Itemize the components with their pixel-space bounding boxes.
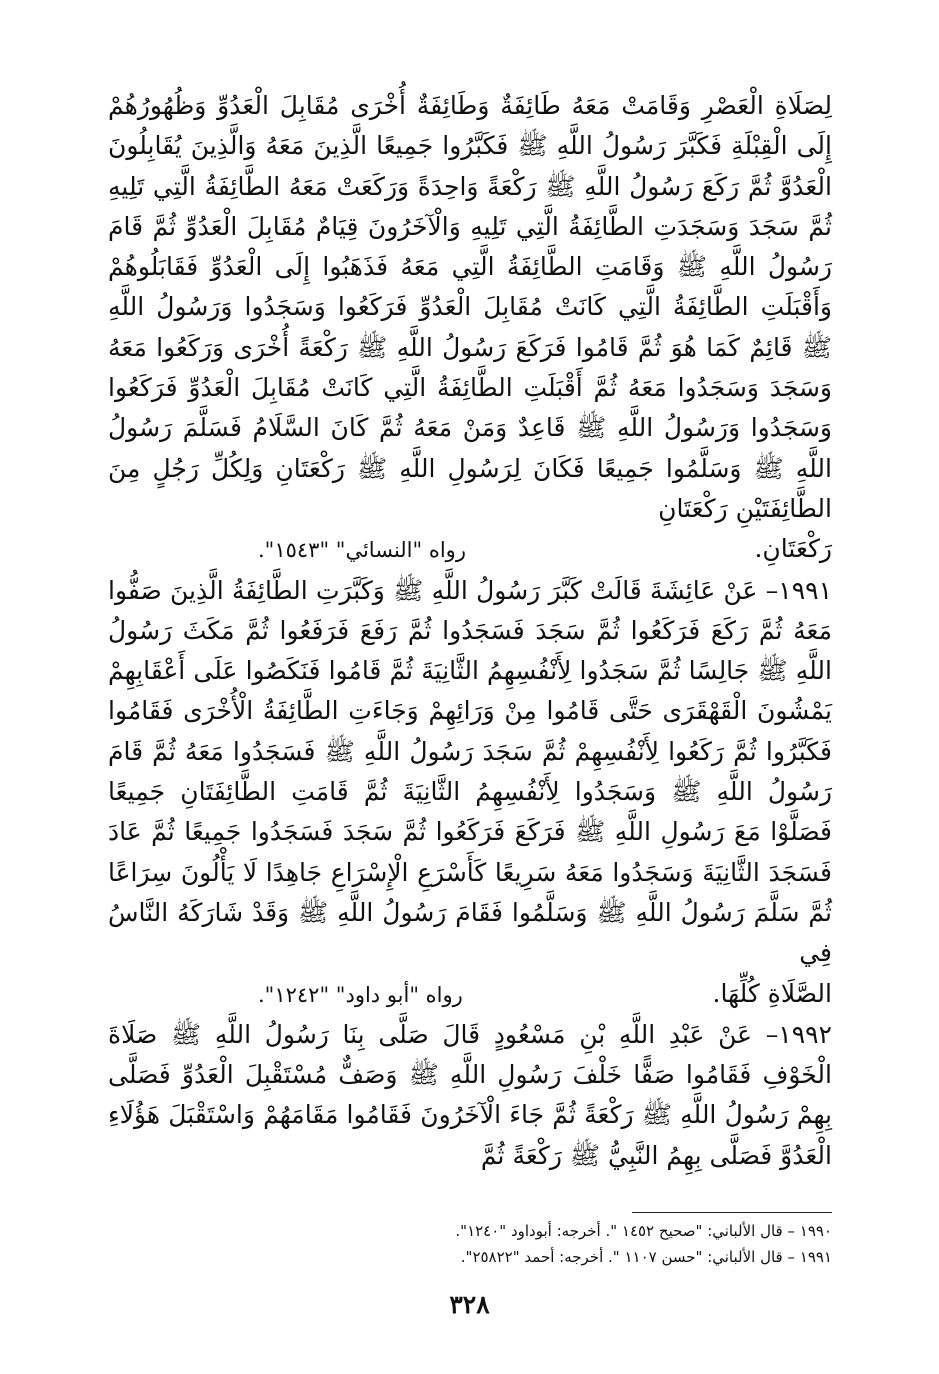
source-reference: رواه "أبو داود" "١٢٤٢". [258,982,463,1007]
main-text [108,86,832,1176]
hadith-paragraph [108,571,832,974]
paragraph-text: عَنْ عَائِشَةَ قَالَتْ كَبَّرَ رَسُولُ اللَّهِ ﷺ وَكَبَّرَتِ الطَّائِفَةُ الَّذِينَ صَفُّوا مَعَهُ ثُمَّ رَكَعَ فَرَكَعُوا ثُمَّ سَجَدَ فَسَجَدُوا ثُمَّ رَفَعَ فَرَفَعُوا ثُمَّ مَكَثَ رَسُولُ اللَّهِ ﷺ جَالِسًا ثُمَّ سَجَدُوا لِأَنْفُسِهِمُ الثَّانِيَةَ ثُمَّ قَامُوا فَنَكَصُوا عَلَى أَعْقَابِهِمْ يَمْشُونَ الْقَهْقَرَى حَتَّى قَامُوا مِنْ وَرَائِهِمْ وَجَاءَتِ الطَّائِفَةُ الْأُخْرَى فَقَامُوا فَكَبَّرُوا ثُمَّ رَكَعُوا لِأَنْفُسِهِمْ ثُمَّ سَجَدَ رَسُولُ اللَّهِ ﷺ فَسَجَدُوا مَعَهُ ثُمَّ قَامَ رَسُولُ اللَّهِ ﷺ وَسَجَدُوا لِأَنْفُسِهِمُ الثَّانِيَةَ ثُمَّ قَامَتِ الطَّائِفَتَانِ جَمِيعًا فَصَلَّوْا مَعَ رَسُولِ اللَّهِ ﷺ فَرَكَعَ فَرَكَعُوا ثُمَّ سَجَدَ فَسَجَدُوا جَمِيعًا ثُمَّ عَادَ فَسَجَدَ الثَّانِيَةَ وَسَجَدُوا مَعَهُ سَرِيعًا كَأَسْرَعِ الْإِسْرَاعِ جَاهِدًا لَا يَأْلُونَ سِرَاعًا ثُمَّ سَلَّمَ رَسُولُ اللَّهِ ﷺ وَسَلَّمُوا فَقَامَ رَسُولُ اللَّهِ ﷺ وَقَدْ شَارَكَهُ النَّاسُ فِي [108,575,832,968]
paragraph-last-words: الصَّلَاةِ كُلِّهَا. [712,978,832,1008]
hadith-paragraph [108,1015,832,1176]
footnotes [108,1218,832,1270]
paragraph-end-line [108,529,832,570]
footnote: ١٩٩١ – قال الألباني: "حسن ١١٠٧ ". أخرجه: أحمد "٢٥٨٢٢". [460,1248,832,1266]
hadith-paragraph [108,86,832,529]
footnote: ١٩٩٠ – قال الألباني: "صحيح ١٤٥٢ ". أخرجه: أبوداود "١٢٤٠". [455,1222,832,1240]
hadith-number: ١٩٩٢– [765,1019,832,1049]
source-reference: رواه "النسائي" "١٥٤٣". [258,538,466,563]
paragraph-text: عَنْ عَبْدِ اللَّهِ بْنِ مَسْعُودٍ قَالَ صَلَّى بِنَا رَسُولُ اللَّهِ ﷺ صَلَاةَ الْخَوْفِ فَقَامُوا صَفًّا خَلْفَ رَسُولِ اللَّهِ ﷺ وَصَفٌّ مُسْتَقْبِلَ الْعَدُوِّ فَصَلَّى بِهِمْ رَسُولُ اللَّهِ ﷺ رَكْعَةً ثُمَّ جَاءَ الْآخَرُونَ فَقَامُوا مَقَامَهُمْ وَاسْتَقْبَلَ هَؤُلَاءِ الْعَدُوَّ فَصَلَّى بِهِمُ النَّبِيُّ ﷺ رَكْعَةً ثُمَّ [108,1019,832,1170]
hadith-number: ١٩٩١– [765,575,832,605]
paragraph-last-words: رَكْعَتَانِ. [754,534,832,564]
paragraph-end-line [108,974,832,1015]
page-number: ٣٢٨ [449,1290,490,1319]
paragraph-text: لِصَلَاةِ الْعَصْرِ وَقَامَتْ مَعَهُ طَائِفَةٌ وَطَائِفَةٌ أُخْرَى مُقَابِلَ الْعَدُوِّ وَظُهُورُهُمْ إِلَى الْقِبْلَةِ فَكَبَّرَ رَسُولُ اللَّهِ ﷺ فَكَبَّرُوا جَمِيعًا الَّذِينَ مَعَهُ وَالَّذِينَ يُقَابِلُونَ الْعَدُوَّ ثُمَّ رَكَعَ رَسُولُ اللَّهِ ﷺ رَكْعَةً وَاحِدَةً وَرَكَعَتْ مَعَهُ الطَّائِفَةُ الَّتِي تَلِيهِ ثُمَّ سَجَدَ وَسَجَدَتِ الطَّائِفَةُ الَّتِي تَلِيهِ وَالْآخَرُونَ قِيَامٌ مُقَابِلَ الْعَدُوِّ ثُمَّ قَامَ رَسُولُ اللَّهِ ﷺ وَقَامَتِ الطَّائِفَةُ الَّتِي مَعَهُ فَذَهَبُوا إِلَى الْعَدُوِّ فَقَابَلُوهُمْ وَأَقْبَلَتِ الطَّائِفَةُ الَّتِي كَانَتْ مُقَابِلَ الْعَدُوِّ فَرَكَعُوا وَسَجَدُوا وَرَسُولُ اللَّهِ ﷺ قَائِمٌ كَمَا هُوَ ثُمَّ قَامُوا فَرَكَعَ رَسُولُ اللَّهِ ﷺ رَكْعَةً أُخْرَى وَرَكَعُوا مَعَهُ وَسَجَدَ وَسَجَدُوا مَعَهُ ثُمَّ أَقْبَلَتِ الطَّائِفَةُ الَّتِي كَانَتْ مُقَابِلَ الْعَدُوِّ فَرَكَعُوا وَسَجَدُوا وَرَسُولُ اللَّهِ ﷺ قَاعِدٌ وَمَنْ مَعَهُ ثُمَّ كَانَ السَّلَامُ فَسَلَّمَ رَسُولُ اللَّهِ ﷺ وَسَلَّمُوا جَمِيعًا فَكَانَ لِرَسُولِ اللَّهِ ﷺ رَكْعَتَانِ وَلِكُلِّ رَجُلٍ مِنَ الطَّائِفَتَيْنِ رَكْعَتَانِ [108,91,832,523]
footnote-divider [632,1212,832,1213]
